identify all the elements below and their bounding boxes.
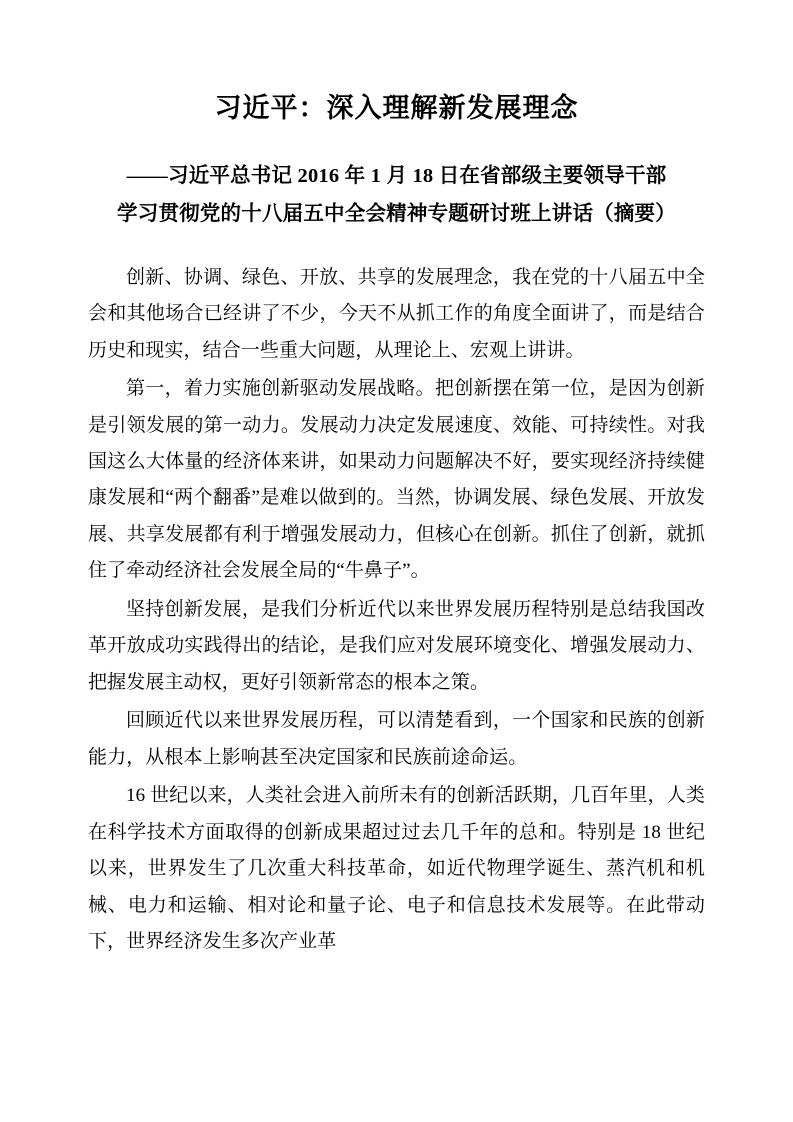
paragraph: 16 世纪以来，人类社会进入前所未有的创新活跃期，几百年里，人类在科学技术方面取得的创新成果超过过去几千年的总和。特别是 18 世纪以来，世界发生了几次重大科技革命，如近代物理学诞生、蒸汽机和机械、电力和运输、相对论和量子论、电子和信息技术发展等。在此带动下，世界经济发生多次产业革	[88, 785, 705, 953]
paragraph: 坚持创新发展，是我们分析近代以来世界发展历程特别是总结我国改革开放成功实践得出的结论，是我们应对发展环境变化、增强发展动力、把握发展主动权，更好引领新常态的根本之策。	[88, 598, 705, 693]
paragraph: 创新、协调、绿色、开放、共享的发展理念，我在党的十八届五中全会和其他场合已经讲了不少，今天不从抓工作的角度全面讲了，而是结合历史和现实，结合一些重大问题，从理论上、宏观上讲讲。	[88, 266, 705, 361]
paragraph: 回顾近代以来世界发展历程，可以清楚看到，一个国家和民族的创新能力，从根本上影响甚至决定国家和民族前途命运。	[88, 710, 705, 768]
subtitle-line-1: ——习近平总书记 2016 年 1 月 18 日在省部级主要领导干部	[126, 164, 667, 187]
paragraph: 第一，着力实施创新驱动发展战略。把创新摆在第一位，是因为创新是引领发展的第一动力。发展动力决定发展速度、效能、可持续性。对我国这么大体量的经济体来讲，如果动力问题解决不好，要实现经济持续健康发展和“两个翻番”是难以做到的。当然，协调发展、绿色发展、开放发展、共享发展都有利于增强发展动力，但核心在创新。抓住了创新，就抓住了牵动经济社会发展全局的“牛鼻子”。	[88, 378, 705, 582]
subtitle-line-2: 学习贯彻党的十八届五中全会精神专题研讨班上讲话（摘要）	[117, 202, 676, 225]
page-title: 习近平：深入理解新发展理念	[214, 93, 579, 123]
document-body	[88, 260, 705, 961]
document-subtitle	[88, 158, 705, 234]
